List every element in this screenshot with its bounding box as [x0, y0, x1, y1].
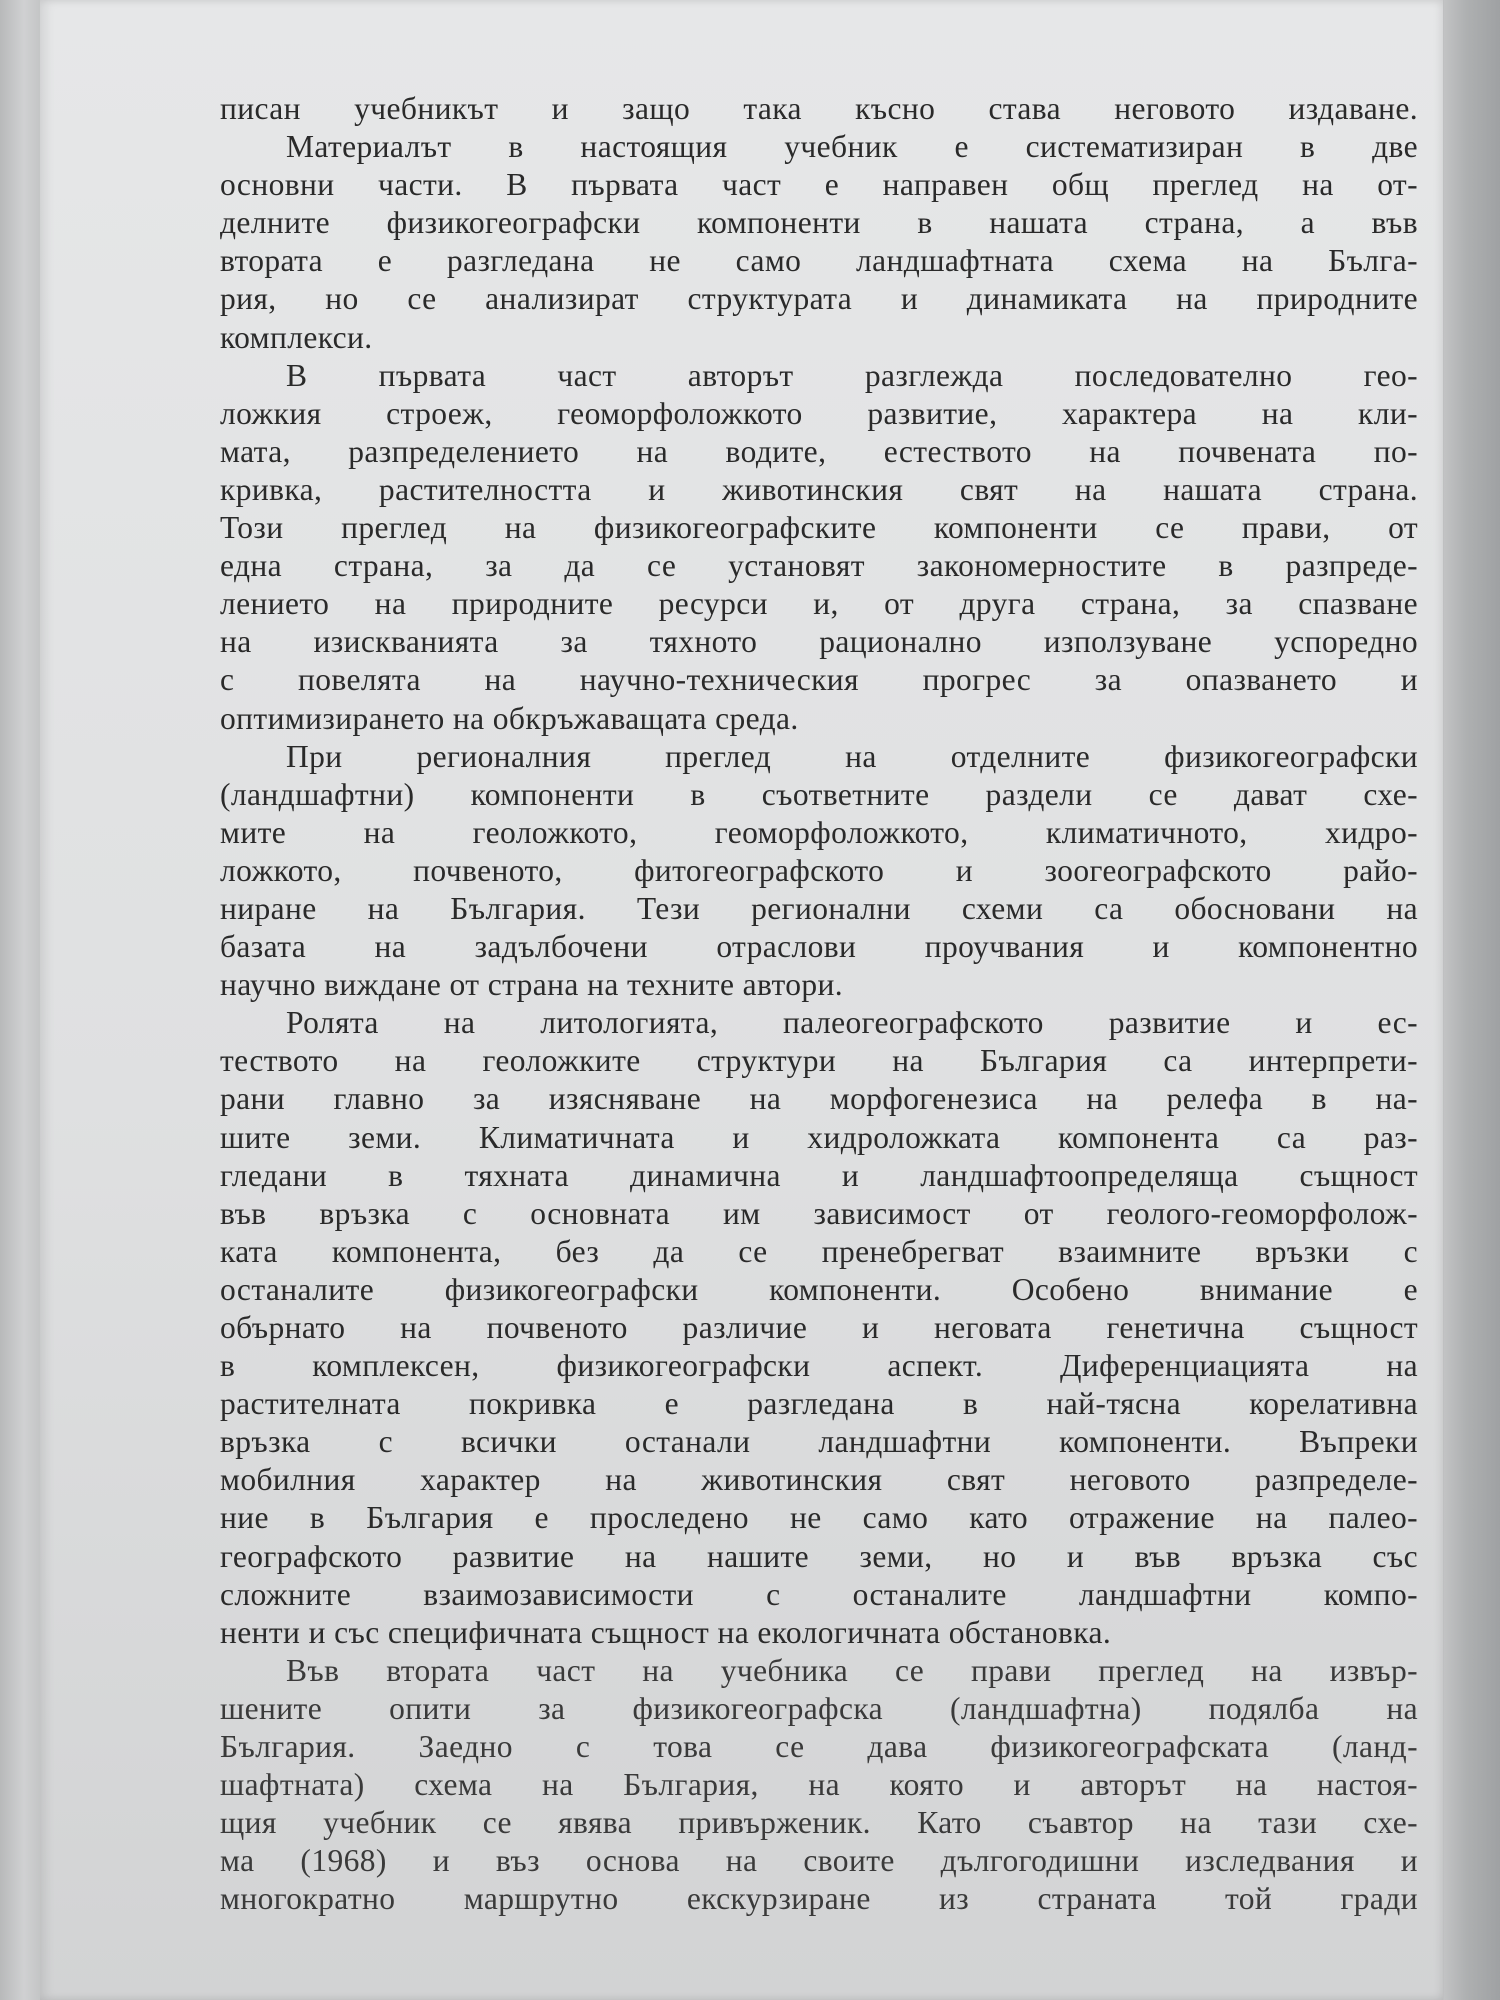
text-line: с повелята на научно-техническия прогрес за опазването и [220, 662, 1418, 698]
text-line: останалите физикогеографски компоненти. Особено внимание е [220, 1271, 1418, 1307]
text-line: В първата част авторът разглежда последователно гео- [286, 357, 1418, 393]
text-line: обърнато на почвеното различие и неговата генетична същност [220, 1310, 1418, 1345]
text-line: на изискванията за тяхното рационално използуване успоредно [220, 624, 1418, 660]
text-line: ма (1968) и въз основа на своите дългогодишни изследвания и [220, 1843, 1418, 1879]
text-line: кривка, растителността и животинския свят на нашата страна. [220, 471, 1418, 507]
text-line: щия учебник се явява привърженик. Като съавтор на тази схе- [220, 1805, 1418, 1841]
text-line: мите на геоложкото, геоморфоложкото, климатичното, хидро- [220, 814, 1418, 850]
text-line: шените опити за физикогеографска (ландшафтна) подялба на [220, 1690, 1418, 1726]
text-line: мата, разпределението на водите, естеството на почвената по- [220, 433, 1418, 469]
text-line: гледани в тяхната динамична и ландшафтоопределяща същност [220, 1157, 1418, 1193]
text-line: рани главно за изясняване на морфогенезиса на релефа в на- [220, 1081, 1418, 1117]
text-line: в комплексен, физикогеографски аспект. Диференциацията на [220, 1348, 1418, 1384]
text-line: Материалът в настоящия учебник е систематизиран в две [286, 129, 1418, 165]
text-line: една страна, за да се установят закономерностите в разпреде- [220, 548, 1418, 584]
text-line: многократно маршрутно екскурзиране из страната той гради [220, 1881, 1418, 1917]
text-line: комплекси. [220, 319, 373, 355]
body-text [220, 90, 1418, 1919]
text-line: ние в България е проследено не само като отражение на палео- [220, 1500, 1418, 1536]
text-line: Този преглед на физикогеографските компоненти се прави, от [220, 510, 1418, 546]
text-line: географското развитие на нашите земи, но и във връзка със [220, 1538, 1418, 1574]
text-line: ложкото, почвеното, фитогеографското и зоогеографското райо- [220, 852, 1418, 888]
text-line: растителната покривка е разгледана в най-тясна корелативна [220, 1386, 1418, 1422]
text-line: основни части. В първата част е направен общ преглед на от- [220, 167, 1418, 203]
page-left-edge [0, 0, 41, 2000]
text-line: ниране на България. Тези регионални схеми са обосновани на [220, 890, 1418, 926]
text-line: втората е разгледана не само ландшафтната схема на Бълга- [220, 243, 1418, 279]
text-line: писан учебникът и защо така късно става неговото издаване. [220, 91, 1418, 126]
text-line: ложкия строеж, геоморфоложкото развитие, характера на кли- [220, 395, 1418, 431]
text-line: ката компонента, без да се пренебрегват взаимните връзки с [220, 1233, 1418, 1269]
text-line: Във втората част на учебника се прави преглед на извър- [286, 1652, 1418, 1688]
text-line: Ролята на литологията, палеогеографското развитие и ес- [286, 1005, 1418, 1041]
text-line: делните физикогеографски компоненти в нашата страна, а във [220, 205, 1418, 241]
text-line: базата на задълбочени отраслови проучвания и компонентно [220, 929, 1418, 965]
text-line: (ландшафтни) компоненти в съответните раздели се дават схе- [220, 776, 1418, 812]
text-line: шите земи. Климатичната и хидроложката компонента са раз- [220, 1119, 1418, 1155]
text-line: връзка с всички останали ландшафтни компоненти. Въпреки [220, 1424, 1418, 1460]
text-line: България. Заедно с това се дава физикогеографската (ланд- [220, 1729, 1418, 1765]
text-line: теството на геоложките структури на България са интерпрети- [220, 1043, 1418, 1079]
text-line: във връзка с основната им зависимост от геолого-геоморфолож- [220, 1195, 1418, 1231]
book-page [40, 0, 1444, 2000]
text-line: лението на природните ресурси и, от друга страна, за спазване [220, 586, 1418, 622]
text-line: сложните взаимозависимости с останалите ландшафтни компо- [220, 1576, 1418, 1612]
text-line: шафтната) схема на България, на която и авторът на настоя- [220, 1767, 1418, 1803]
text-line: При регионалния преглед на отделните физикогеографски [286, 738, 1418, 774]
page-right-edge [1443, 0, 1500, 2000]
text-line: рия, но се анализират структурата и динамиката на природните [220, 281, 1418, 317]
text-line: оптимизирането на обкръжаващата среда. [220, 700, 799, 736]
text-line: научно виждане от страна на техните автори. [220, 967, 844, 1003]
text-line: ненти и със специфичната същност на екологичната обстановка. [220, 1614, 1112, 1650]
text-line: мобилния характер на животинския свят неговото разпределе- [220, 1462, 1418, 1498]
